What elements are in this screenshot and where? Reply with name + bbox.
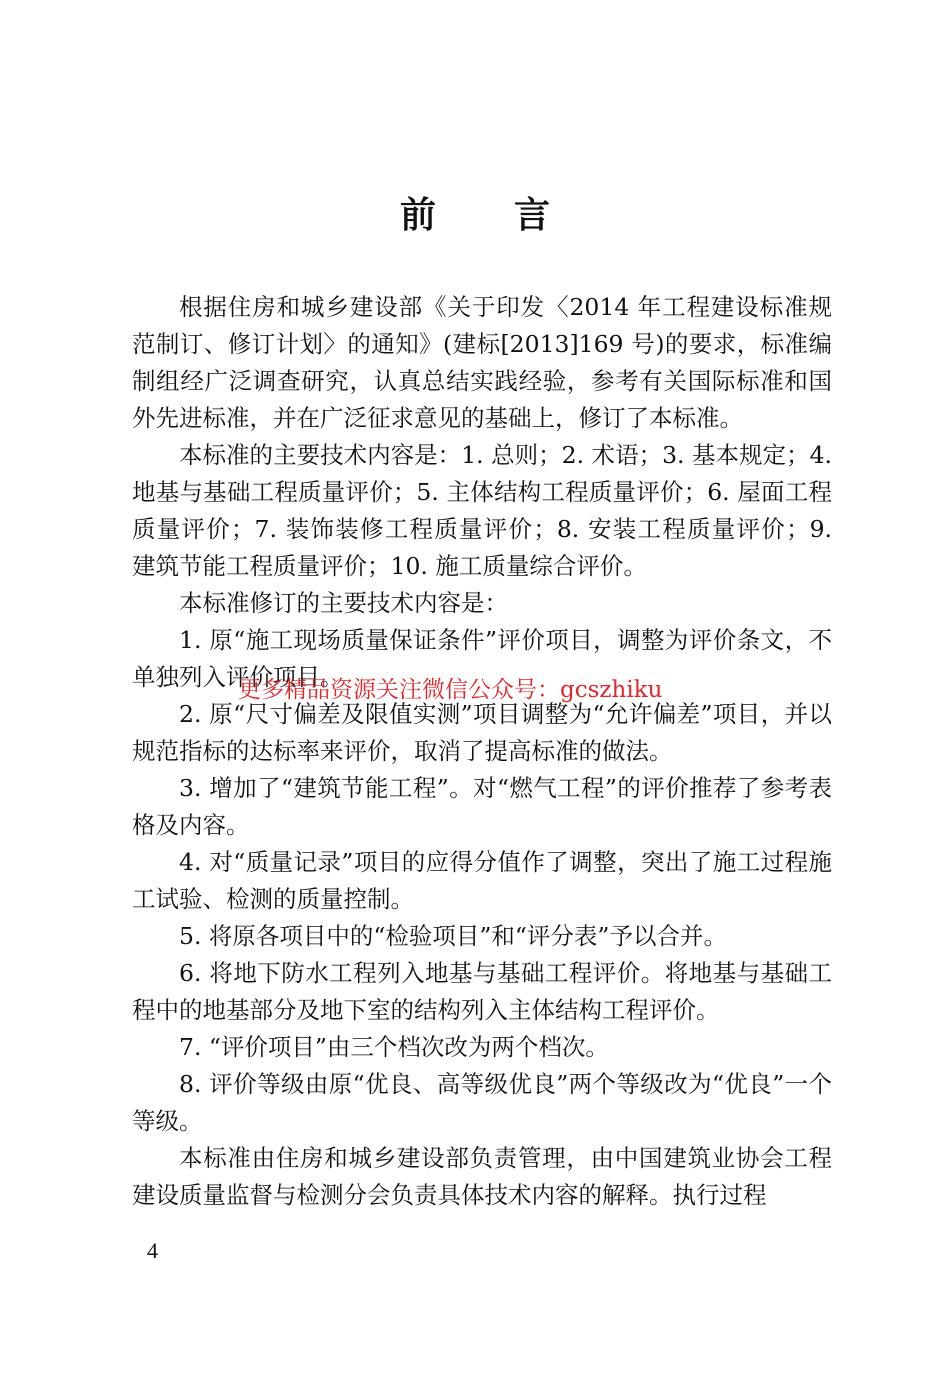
page-title: 前言 xyxy=(399,194,628,236)
paragraph-revision-4: 4. 对“质量记录”项目的应得分值作了调整，突出了施工过程施工试验、检测的质量控制。 xyxy=(132,848,832,913)
watermark-text: 更多精品资源关注微信公众号：gcszhiku xyxy=(238,677,663,703)
paragraph-main-content: 本标准的主要技术内容是：1. 总则；2. 术语；3. 基本规定；4. 地基与基础工程质量评价；5. 主体结构工程质量评价；6. 屋面工程质量评价；7. 装饰装修工程质量评价；8. 安装工程质量评价；9. 建筑节能工程质量评价；10. 施工质量综合评价。 xyxy=(132,441,832,580)
paragraph-revision-7: 7. “评价项目”由三个档次改为两个档次。 xyxy=(179,1033,609,1061)
body-text xyxy=(132,289,832,1214)
paragraph-revision-6: 6. 将地下防水工程列入地基与基础工程评价。将地基与基础工程中的地基部分及地下室的结构列入主体结构工程评价。 xyxy=(132,959,832,1024)
paragraph-revision-1: 1. 原“施工现场质量保证条件”评价项目，调整为评价条文，不单独列入评价项目。 xyxy=(132,626,832,691)
paragraph-revision-8: 8. 评价等级由原“优良、高等级优良”两个等级改为“优良”一个等级。 xyxy=(132,1070,832,1135)
paragraph-revision-2: 2. 原“尺寸偏差及限值实测”项目调整为“允许偏差”项目，并以规范指标的达标率来评价，取消了提高标准的做法。 xyxy=(132,700,832,765)
page-number: 4 xyxy=(147,1238,158,1263)
paragraph-revision-heading: 本标准修订的主要技术内容是： xyxy=(179,589,508,617)
paragraph-revision-5: 5. 将原各项目中的“检验项目”和“评分表”予以合并。 xyxy=(179,922,727,950)
paragraph-intro: 根据住房和城乡建设部《关于印发〈2014 年工程建设标准规范制订、修订计划〉的通知》(建标[2013]169 号)的要求，标准编制组经广泛调查研究，认真总结实践经验，参考有关国际标准和国外先进标准，并在广泛征求意见的基础上，修订了本标准。 xyxy=(132,293,832,432)
paragraph-management: 本标准由住房和城乡建设部负责管理，由中国建筑业协会工程建设质量监督与检测分会负责具体技术内容的解释。执行过程 xyxy=(132,1144,832,1209)
paragraph-revision-3: 3. 增加了“建筑节能工程”。对“燃气工程”的评价推荐了参考表格及内容。 xyxy=(132,774,832,839)
